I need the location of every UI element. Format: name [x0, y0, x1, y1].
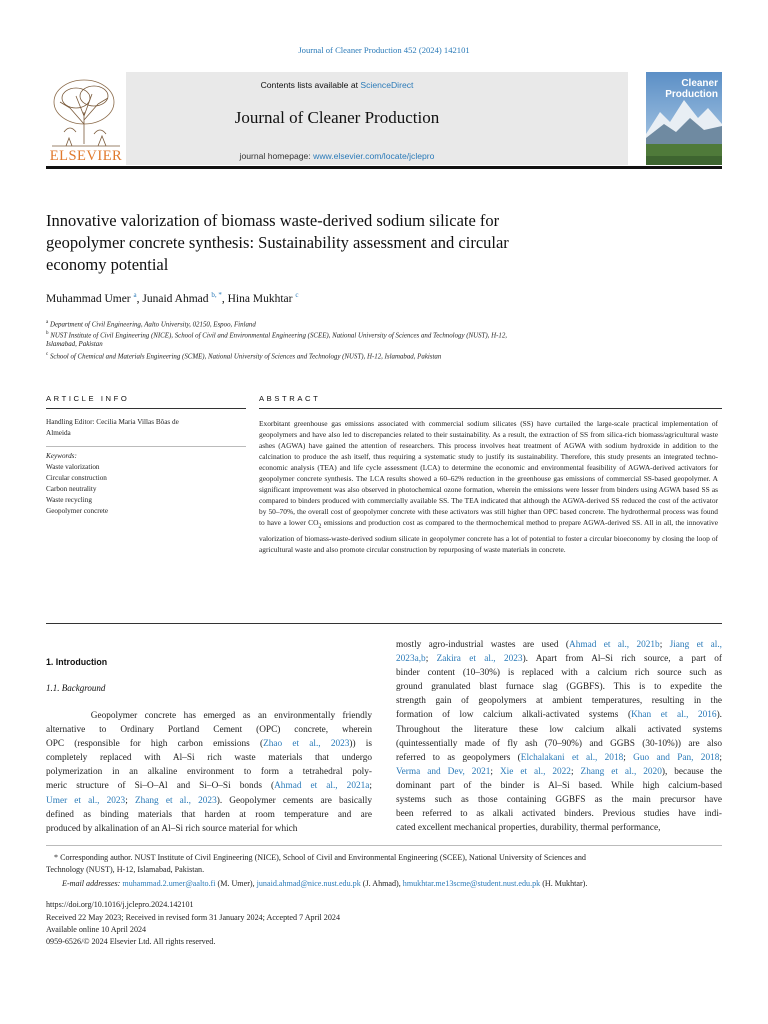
text-line — [396, 793, 722, 807]
section-heading-introduction: 1. Introduction — [46, 657, 108, 667]
affiliation-text: Department of Civil Engineering, Aalto University, 02150, Espoo, Finland — [49, 321, 256, 329]
text-line — [396, 694, 722, 708]
keyword-item: Circular construction — [46, 474, 107, 482]
body-text: ; — [719, 752, 722, 763]
keywords-label: Keywords: — [46, 452, 77, 460]
text-line — [396, 737, 722, 751]
body-text: completely replaced with Al–Si rich waste materials that undergo — [46, 753, 372, 764]
citation-link[interactable]: Zhang et al., 2023 — [134, 795, 217, 806]
keyword-item: Carbon neutrality — [46, 485, 97, 493]
body-text: alternative to Ordinary Portland Cement (OPC) concrete, wherein — [46, 725, 372, 736]
keyword-item: Waste valorization — [46, 463, 100, 471]
body-text: cated excellent mechanical properties, durability, thermal performance, — [396, 823, 661, 834]
copyright-notice: 0959-6526/© 2024 Elsevier Ltd. All rights reserved. — [46, 937, 216, 946]
body-text: systems such as those containing GGBFS as the main precursor have — [396, 795, 722, 806]
body-text: ). Geopolymer cements are basically — [216, 795, 372, 806]
intro-left-column — [46, 709, 372, 836]
citation-link[interactable]: Ahmad et al., 2021a — [274, 781, 370, 792]
handling-editor — [46, 417, 246, 439]
affiliation-marker: a — [46, 320, 49, 325]
body-text: (quintessentially made of fly ash (70–90%) and GGBS (30-10%)) are also — [396, 738, 722, 749]
citation-link[interactable]: Guo and Pan, 2018 — [633, 752, 720, 763]
body-text: formation of low calcium alkali-activated systems ( — [396, 710, 632, 721]
email-owner: (J. Ahmad), — [360, 879, 403, 888]
author-name[interactable]: Muhammad Umer — [46, 292, 131, 305]
journal-homepage-line — [46, 151, 628, 161]
handling-editor-line2: Almeida — [46, 429, 71, 437]
author-affiliation-marker[interactable]: c — [295, 291, 299, 299]
affiliation-marker: c — [46, 352, 49, 357]
author-name[interactable]: Junaid Ahmad — [142, 292, 209, 305]
article-title-line1: Innovative valorization of biomass waste-derived sodium silicate for — [46, 211, 500, 230]
article-info-heading: ARTICLE INFO — [46, 394, 130, 403]
body-text: referred to as geopolymers ( — [396, 752, 521, 763]
text-line — [396, 652, 722, 666]
body-text: ; — [570, 766, 581, 777]
email-label: E-mail addresses: — [62, 879, 121, 888]
text-line — [396, 807, 722, 821]
elsevier-wordmark: ELSEVIER — [49, 148, 123, 164]
abstract-heading: ABSTRACT — [259, 394, 321, 403]
citation-link[interactable]: Zakira et al., 2023 — [436, 654, 523, 665]
body-text: defined as binding materials that harden at room temperature and are — [46, 809, 372, 820]
author-affiliation-marker[interactable]: b, * — [211, 291, 222, 299]
affiliation-text: Islamabad, Pakistan — [46, 341, 103, 348]
citation-link[interactable]: 2023a,b — [396, 654, 426, 665]
citation-link[interactable]: Jiang et al., — [669, 640, 722, 650]
email-owner: (M. Umer), — [215, 879, 257, 888]
abstract-rule — [259, 408, 722, 409]
text-line — [46, 751, 372, 765]
citation-link[interactable]: Zhao et al., 2023 — [263, 739, 350, 750]
affiliation-marker: b — [46, 331, 49, 336]
citation-link[interactable]: Elchalakani et al., 2018 — [520, 752, 624, 763]
body-text: Throughout the literature these low calcium alkali activated systems — [396, 724, 722, 735]
citation-link[interactable]: Xie et al., 2022 — [499, 766, 571, 777]
received-dates: Received 22 May 2023; Received in revised form 31 January 2024; Accepted 7 April 2024 — [46, 913, 340, 922]
text-line — [396, 723, 722, 737]
body-text: ; — [425, 654, 437, 665]
text-line — [46, 794, 372, 808]
body-text: ), because the — [661, 766, 722, 777]
citation-link[interactable]: Zhang et al., 2020 — [580, 766, 662, 777]
body-text: been referred to as alkali activated binders. Previous studies have indi- — [396, 809, 722, 820]
citation-link[interactable]: Umer et al., 2023 — [46, 795, 126, 806]
body-text: mostly agro-industrial wastes are used ( — [396, 640, 569, 650]
body-text: ; — [623, 752, 634, 763]
author-list — [46, 291, 298, 305]
cover-title — [665, 78, 718, 100]
body-text: ). — [716, 710, 722, 721]
body-text: ; — [125, 795, 135, 806]
abstract-text-part1: Exorbitant greenhouse gas emissions associated with commercial sodium silicates (SS) have curtailed the large-scale practical implementation of geopolymers and have also led to discrepancies related to their sustainability. As a result, the extraction of SS from silica-rich biomass/agricultural waste ashes (AGWA) have gained the attention of researchers. This process involves heat treatment of AGWA with sodium hydroxide in addition to the calcination to produce the ash itself, thus requiring a systematic study to justify its sustainability. Therefore, this study presents an integrated techno-economic analysis (TEA) and life cycle assessment (LCA) to determine the economic and environmental feasibility of AGWA-derived activators for geopolymer concrete synthesis. The LCA results showed a 60–62% reduction in the greenhouse gas emissions of commercial SS-based geopolymer. A significant improvement was also observed in photochemical ozone formation, wherein the emissions were lesser from binders using AGWA based SS as compared to binders produced with commercially available SS. The TEA indicated that although the AGWA-derived SS reduced the cost of the activator by 50–70%, the overall cost of geopolymer concrete with these activators was still higher than OPC based concrete. The hydrothermal process was found to have a lower CO — [259, 419, 718, 528]
homepage-prefix: journal homepage: — [239, 151, 311, 161]
handling-editor-line1: Handling Editor: Cecilia Maria Villas Bôas de — [46, 418, 179, 426]
text-line — [46, 737, 372, 751]
text-line — [396, 779, 722, 793]
abstract-bottom-rule — [46, 623, 722, 624]
corresponding-author-note — [46, 852, 722, 876]
body-text: ; — [490, 766, 500, 777]
body-text: Geopolymer concrete has emerged as an environmentally friendly — [46, 711, 372, 721]
email-addresses — [62, 878, 722, 890]
homepage-link[interactable]: www.elsevier.com/locate/jclepro — [313, 151, 435, 161]
text-line — [396, 666, 722, 680]
text-line — [396, 751, 722, 765]
body-text: ground granulated blast furnace slag (GGBFS). This is to expedite the — [396, 682, 722, 693]
corresponding-line2: Technology (NUST), H-12, Islamabad, Pakistan. — [46, 865, 205, 875]
keyword-item: Waste recycling — [46, 496, 92, 504]
contents-line — [46, 80, 628, 90]
abstract-text — [259, 418, 718, 555]
email-link[interactable]: junaid.ahmad@nice.nust.edu.pk — [256, 879, 361, 888]
citation-link[interactable]: Ahmad et al., 2021b — [569, 640, 660, 650]
article-title — [46, 210, 686, 276]
text-line — [46, 709, 372, 723]
body-text: ; — [659, 640, 670, 650]
email-owner: (H. Mukhtar). — [540, 879, 588, 888]
author-name[interactable]: Hina Mukhtar — [227, 292, 293, 305]
body-text: strength gain of geopolymers at ambient temperatures, resulting in the — [396, 696, 722, 707]
header-divider — [46, 166, 722, 169]
text-line — [396, 680, 722, 694]
footnote-divider — [46, 845, 722, 846]
affiliation-text: School of Chemical and Materials Engineering (SCME), National University of Sciences and Technology (NUST), H-12, Islamabad, Pakistan — [49, 353, 442, 361]
text-line — [396, 765, 722, 779]
corresponding-line1: * Corresponding author. NUST Institute of Civil Engineering (NICE), School of Civil and Environmental Engineering (SCEE), National University of Sciences and — [54, 853, 586, 862]
text-line — [46, 822, 372, 836]
text-line — [396, 638, 722, 652]
article-title-line2: geopolymer concrete synthesis: Sustainability assessment and circular — [46, 233, 509, 252]
affiliation-text: NUST Institute of Civil Engineering (NICE), School of Civil and Environmental Engineering (SCEE), National University of Sciences and Technology (NUST), H-12, — [50, 332, 508, 340]
email-link[interactable]: hmukhtar.me13scme@student.nust.edu.pk — [402, 879, 541, 888]
text-line — [46, 808, 372, 822]
body-text: polymerization in an alkaline environment to form a tetrahedral poly- — [46, 767, 372, 778]
citation-link[interactable]: Verma and Dev, 2021 — [396, 766, 491, 777]
author-separator: , — [221, 292, 228, 305]
cover-title-line1: Cleaner — [681, 78, 718, 89]
cover-title-line2: Production — [665, 89, 718, 100]
body-text: OPC (responsible for high carbon emissions ( — [46, 739, 264, 750]
text-line — [46, 765, 372, 779]
body-text: )) is — [349, 739, 373, 750]
body-text: ; — [369, 781, 372, 792]
body-text: produced by alkalination of an Al–Si rich source material for which — [46, 823, 298, 834]
co2-subscript: 2 — [318, 523, 322, 530]
contents-prefix: Contents lists available at — [260, 80, 359, 90]
article-info-rule — [46, 408, 246, 409]
affiliation — [46, 350, 726, 362]
affiliation — [46, 340, 726, 350]
text-line — [396, 708, 722, 722]
keywords-block — [46, 451, 246, 517]
article-title-line3: economy potential — [46, 255, 169, 274]
text-line — [46, 779, 372, 793]
journal-citation-link[interactable]: Journal of Cleaner Production 452 (2024) 142101 — [298, 45, 470, 55]
body-text: dominant part of the binder is Al–Si based. While high calcium-based — [396, 780, 722, 791]
keyword-item: Geopolymer concrete — [46, 507, 109, 515]
abstract-text-part2: emissions and production cost as compared to the thermochemical method to prepare AGWA-derived SS. All in all, the innovative valorization of biomass-waste-derived sodium silicate in geopolymer concrete has a lot of potential to foster a circular bioeconomy by closing the loop of agricultural waste and also promote circular construction by repurposing of waste materials in concrete. — [259, 518, 718, 554]
citation-link[interactable]: Khan et al., 2016 — [631, 710, 717, 721]
sciencedirect-link[interactable]: ScienceDirect — [360, 80, 414, 90]
body-text: meric structure of Si–O–Al and Si–O–Si bonds ( — [46, 781, 275, 792]
body-text: binder content (10–30%) is replaced with a calcium rich source such as — [396, 668, 722, 679]
journal-cover-image[interactable] — [646, 72, 722, 165]
intro-right-column — [396, 638, 722, 835]
author-affiliation-marker[interactable]: a — [133, 291, 137, 299]
text-line — [396, 821, 722, 835]
author-separator: , — [136, 292, 143, 305]
journal-title: Journal of Cleaner Production — [234, 108, 440, 127]
subsection-heading-background: 1.1. Background — [46, 683, 106, 693]
text-line — [46, 723, 372, 737]
article-info-divider — [46, 446, 246, 447]
email-link[interactable]: muhammad.2.umer@aalto.fi — [122, 879, 216, 888]
body-text: ). Apart from Al–Si rich source, a part of — [522, 654, 722, 665]
doi-link[interactable]: https://doi.org/10.1016/j.jclepro.2024.142101 — [46, 900, 194, 909]
available-online-date: Available online 10 April 2024 — [46, 925, 147, 934]
